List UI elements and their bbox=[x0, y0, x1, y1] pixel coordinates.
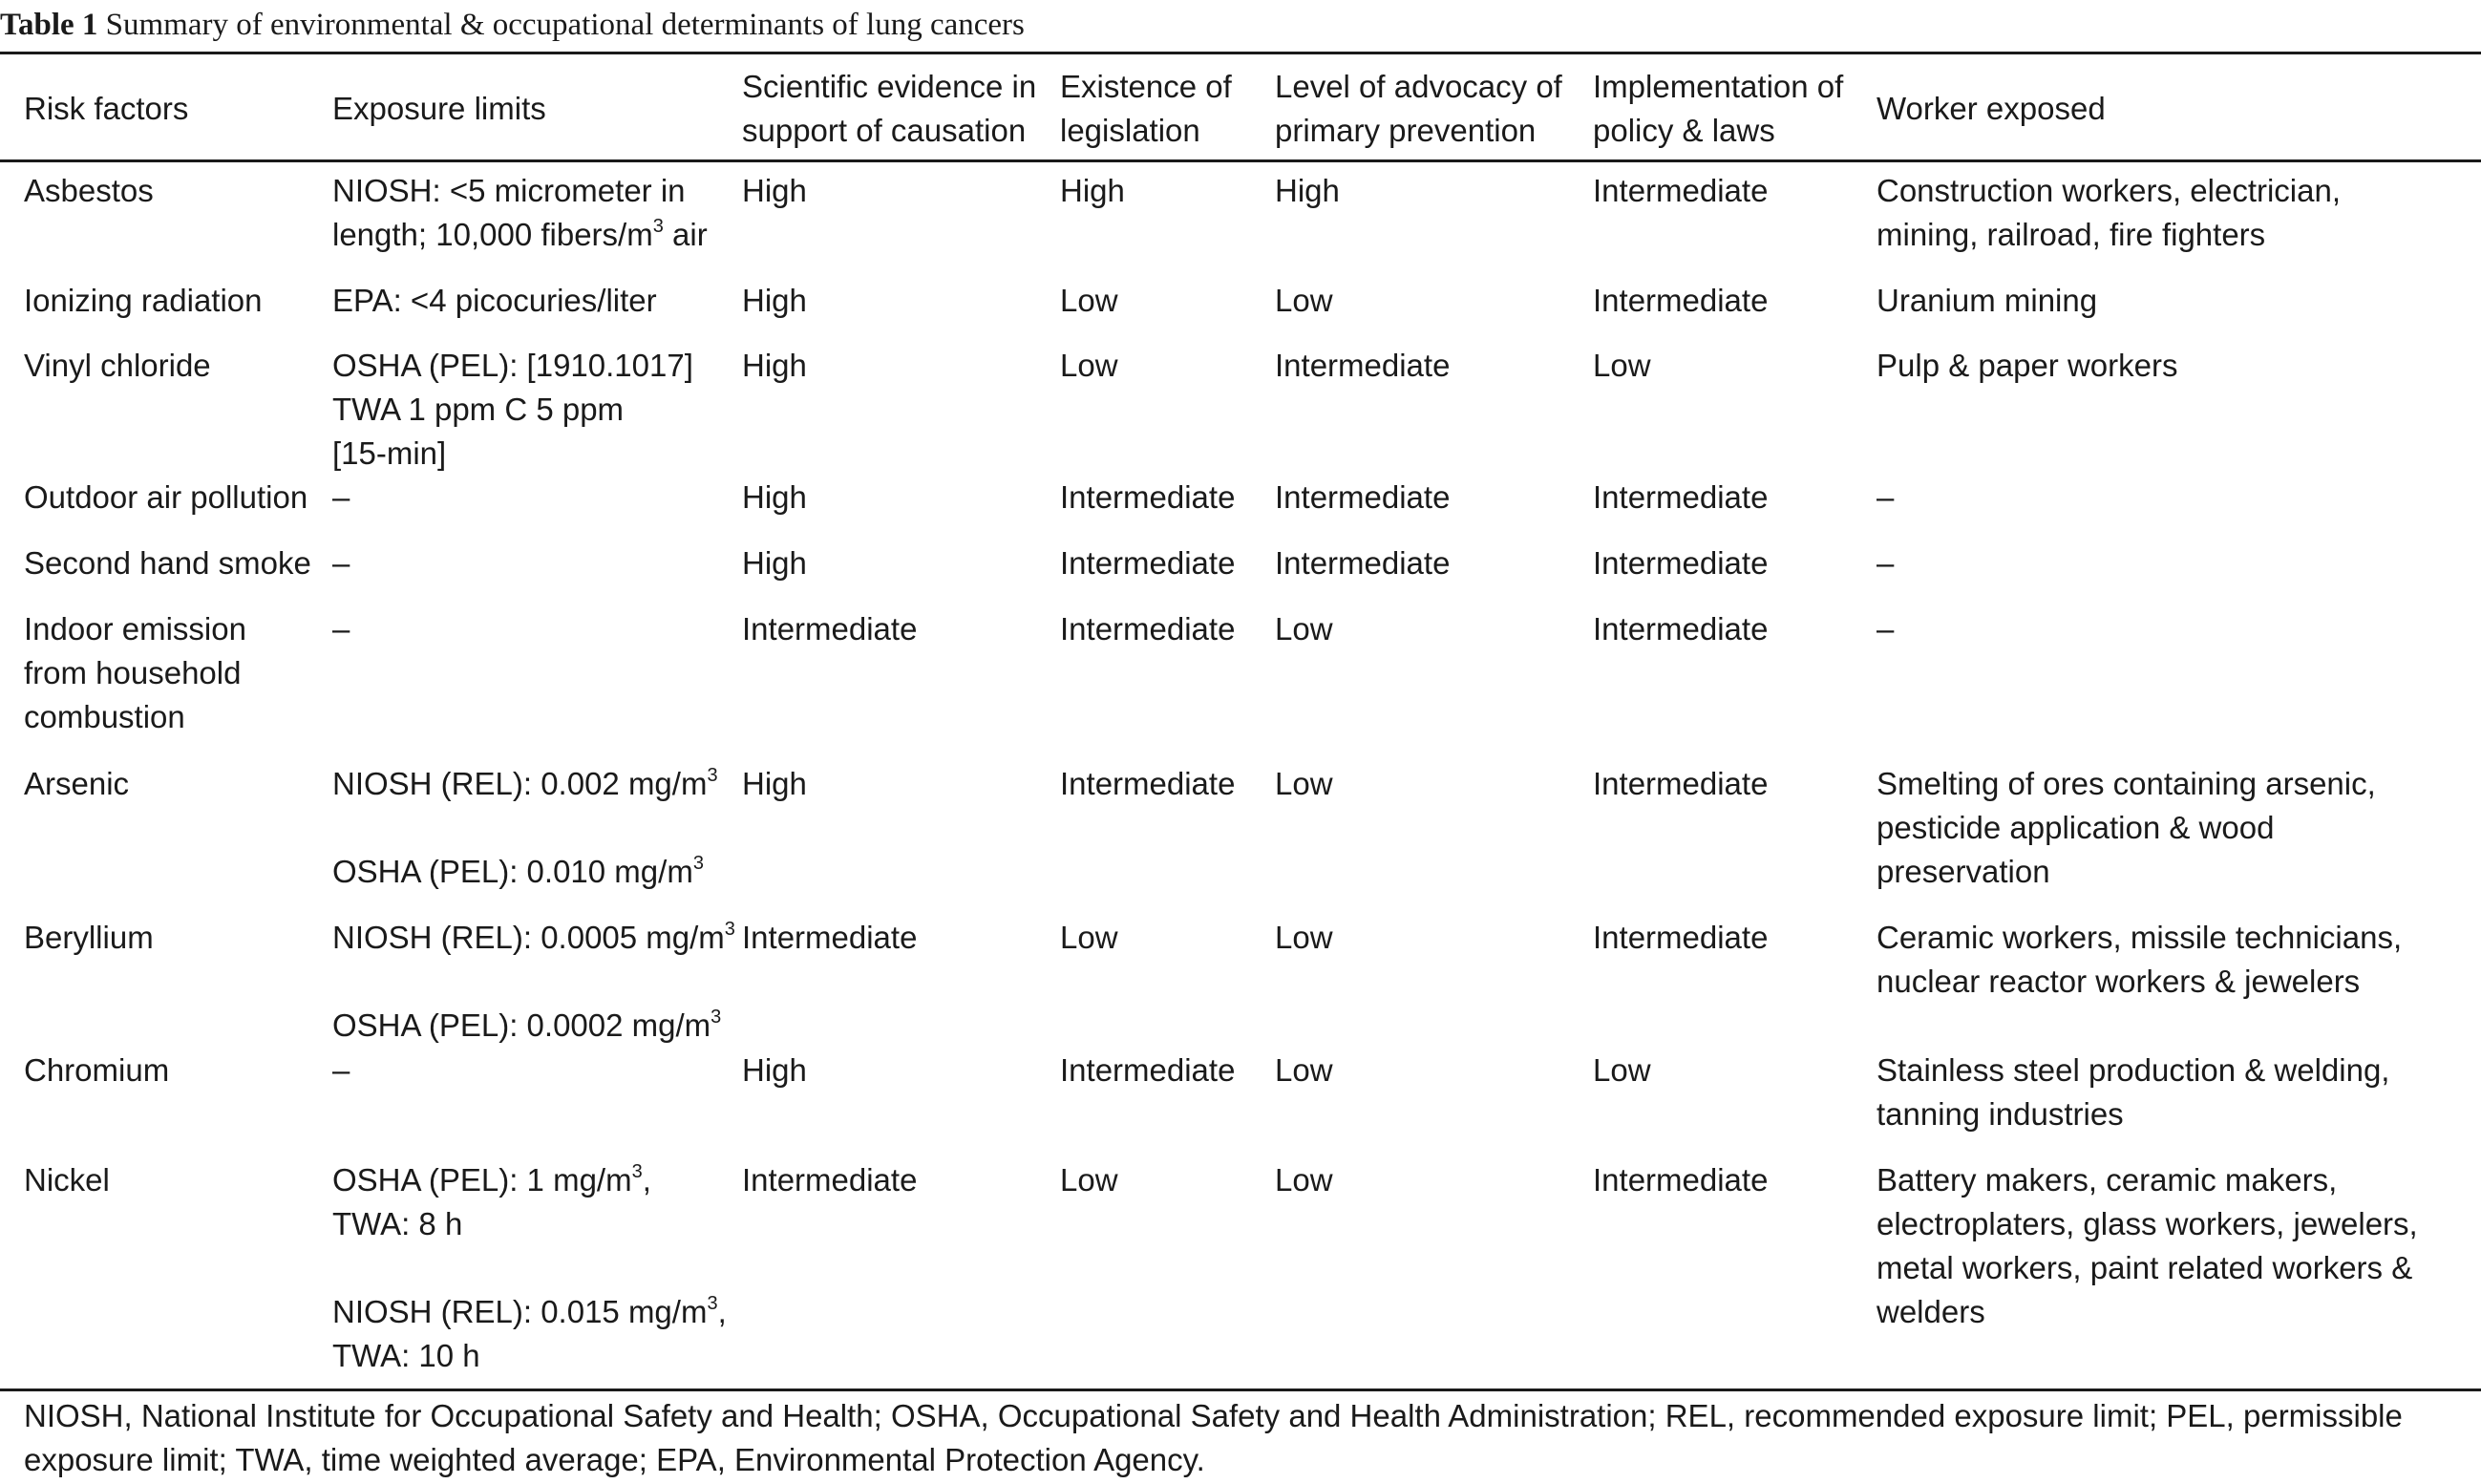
cell-implementation: Intermediate bbox=[1593, 173, 1769, 208]
cell-evidence: High bbox=[742, 283, 807, 318]
cell-line: – bbox=[1877, 479, 1895, 515]
cell-limits_html bbox=[332, 169, 708, 257]
cell-workers bbox=[1877, 279, 2097, 323]
cell-implementation: Intermediate bbox=[1593, 545, 1769, 581]
cell-evidence: High bbox=[742, 766, 807, 801]
cell-risk bbox=[24, 762, 129, 806]
column-header bbox=[1593, 65, 1843, 153]
cell-line: mining, railroad, fire fighters bbox=[1877, 217, 2266, 252]
cell-advocacy: Low bbox=[1275, 611, 1333, 647]
cell-risk bbox=[24, 169, 154, 213]
cell-line: NIOSH (REL): 0.015 $mg/m^3$, bbox=[332, 1293, 727, 1329]
cell-line: Ceramic workers, missile technicians, bbox=[1877, 920, 2403, 955]
cell-line: – bbox=[1877, 545, 1895, 581]
cell-line: Chromium bbox=[24, 1052, 170, 1088]
cell-legislation: High bbox=[1060, 173, 1125, 208]
cell-evidence: High bbox=[742, 545, 807, 581]
cell-line: OSHA (PEL): 0.010 $mg/m^3$ bbox=[332, 853, 704, 889]
cell-line: NIOSH (REL): 0.002 $mg/m^3$ bbox=[332, 765, 718, 801]
cell-line: length; 10,000 fibers/$m^3$ air bbox=[332, 216, 708, 252]
cell-line: Construction workers, electrician, bbox=[1877, 173, 2342, 208]
cell-legislation: Low bbox=[1060, 1162, 1118, 1198]
column-header-line: Level of advocacy of bbox=[1275, 69, 1562, 104]
cell-implementation: Low bbox=[1593, 1052, 1651, 1088]
cell-implementation: Intermediate bbox=[1593, 611, 1769, 647]
column-header-line: Exposure limits bbox=[332, 91, 546, 126]
table-footnote: NIOSH, National Institute for Occupational Safety and Health; OSHA, Occupational Safety and Health Administration; REL, recommended exposure limit; PEL, permissible exposure limit; TWA, time weighted average; EPA, Environmental Protection Agency. bbox=[24, 1398, 2403, 1477]
cell-limits_html bbox=[332, 344, 693, 476]
cell-implementation: Intermediate bbox=[1593, 920, 1769, 955]
cell-limits_html bbox=[332, 541, 350, 585]
cell-evidence: High bbox=[742, 1052, 807, 1088]
cell-line: [15-min] bbox=[332, 435, 447, 471]
cell-legislation: Intermediate bbox=[1060, 1052, 1236, 1088]
column-header bbox=[1275, 65, 1562, 153]
cell-limits_html bbox=[332, 607, 350, 651]
column-header-line: policy & laws bbox=[1593, 113, 1775, 148]
cell-risk bbox=[24, 1049, 169, 1092]
cell-workers bbox=[1877, 916, 2402, 1004]
column-header-line: Scientific evidence in bbox=[742, 69, 1037, 104]
cell-workers bbox=[1877, 1158, 2418, 1334]
cell-implementation: Low bbox=[1593, 348, 1651, 383]
cell-implementation: Intermediate bbox=[1593, 283, 1769, 318]
cell-evidence: High bbox=[742, 479, 807, 515]
column-header-line: Risk factors bbox=[24, 91, 189, 126]
cell-limits_html bbox=[332, 916, 735, 1048]
cell-legislation: Intermediate bbox=[1060, 479, 1236, 515]
column-header-line: Worker exposed bbox=[1877, 91, 2106, 126]
column-header-line: legislation bbox=[1060, 113, 1200, 148]
cell-legislation: Low bbox=[1060, 283, 1118, 318]
cell-line: Asbestos bbox=[24, 173, 154, 208]
cell-line: EPA: <4 picocuries/liter bbox=[332, 283, 657, 318]
cell-evidence: Intermediate bbox=[742, 611, 918, 647]
cell-line: OSHA (PEL): [1910.1017] bbox=[332, 348, 693, 383]
cell-advocacy: Low bbox=[1275, 283, 1333, 318]
column-header-line: Existence of bbox=[1060, 69, 1232, 104]
cell-risk bbox=[24, 916, 154, 960]
column-header-line: Implementation of bbox=[1593, 69, 1844, 104]
cell-legislation: Intermediate bbox=[1060, 766, 1236, 801]
cell-risk bbox=[24, 541, 311, 585]
cell-line: – bbox=[332, 1052, 350, 1088]
cell-limits_html bbox=[332, 279, 657, 323]
cell-line: NIOSH: <5 micrometer in bbox=[332, 173, 686, 208]
cell-line: from household bbox=[24, 655, 242, 690]
cell-workers bbox=[1877, 607, 1894, 651]
column-header-line: support of causation bbox=[742, 113, 1027, 148]
cell-line: – bbox=[332, 611, 350, 647]
cell-limits_html bbox=[332, 762, 718, 894]
cell-limits_html bbox=[332, 1049, 350, 1092]
cell-line: – bbox=[332, 479, 350, 515]
cell-legislation: Intermediate bbox=[1060, 611, 1236, 647]
cell-implementation: Intermediate bbox=[1593, 479, 1769, 515]
cell-line: preservation bbox=[1877, 854, 2050, 889]
cell-advocacy: Low bbox=[1275, 1052, 1333, 1088]
cell-line: Uranium mining bbox=[1877, 283, 2098, 318]
cell-risk bbox=[24, 1158, 110, 1202]
cell-line: nuclear reactor workers & jewelers bbox=[1877, 964, 2361, 999]
cell-line: Beryllium bbox=[24, 920, 154, 955]
cell-legislation: Low bbox=[1060, 920, 1118, 955]
column-header bbox=[742, 65, 1036, 153]
cell-risk bbox=[24, 607, 246, 739]
cell-risk bbox=[24, 476, 307, 519]
cell-limits_html bbox=[332, 1158, 727, 1378]
cell-line: Vinyl chloride bbox=[24, 348, 211, 383]
cell-limits_html bbox=[332, 476, 350, 519]
cell-line: combustion bbox=[24, 699, 185, 734]
cell-line: metal workers, paint related workers & bbox=[1877, 1250, 2413, 1285]
cell-line: tanning industries bbox=[1877, 1096, 2124, 1132]
cell-advocacy: Low bbox=[1275, 766, 1333, 801]
table-top-rule bbox=[0, 52, 2481, 54]
table-bottom-rule bbox=[0, 1389, 2481, 1391]
cell-evidence: Intermediate bbox=[742, 920, 918, 955]
cell-line: Second hand smoke bbox=[24, 545, 311, 581]
cell-workers bbox=[1877, 344, 2177, 388]
cell-advocacy: High bbox=[1275, 173, 1340, 208]
cell-advocacy: Intermediate bbox=[1275, 348, 1451, 383]
cell-implementation: Intermediate bbox=[1593, 1162, 1769, 1198]
column-header bbox=[332, 65, 546, 153]
cell-line: – bbox=[1877, 611, 1895, 647]
cell-evidence: High bbox=[742, 348, 807, 383]
cell-line: – bbox=[332, 545, 350, 581]
cell-line: OSHA (PEL): 0.0002 $mg/m^3$ bbox=[332, 1007, 722, 1043]
table-caption-label: Table 1 bbox=[0, 8, 98, 42]
cell-workers bbox=[1877, 541, 1894, 585]
cell-line: OSHA (PEL): 1 $mg/m^3$, bbox=[332, 1161, 651, 1198]
cell-workers bbox=[1877, 762, 2376, 894]
column-header bbox=[24, 65, 188, 153]
cell-workers bbox=[1877, 1049, 2389, 1136]
cell-line bbox=[332, 806, 718, 850]
cell-line: Pulp & paper workers bbox=[1877, 348, 2178, 383]
cell-line bbox=[332, 1246, 727, 1290]
cell-line: Outdoor air pollution bbox=[24, 479, 308, 515]
cell-line: TWA 1 ppm C 5 ppm bbox=[332, 392, 625, 427]
cell-line: electroplaters, glass workers, jewelers, bbox=[1877, 1206, 2418, 1241]
cell-line: Smelting of ores containing arsenic, bbox=[1877, 766, 2376, 801]
cell-legislation: Low bbox=[1060, 348, 1118, 383]
cell-implementation: Intermediate bbox=[1593, 766, 1769, 801]
cell-legislation: Intermediate bbox=[1060, 545, 1236, 581]
cell-advocacy: Intermediate bbox=[1275, 479, 1451, 515]
cell-line: welders bbox=[1877, 1294, 1985, 1329]
column-header bbox=[1060, 65, 1232, 153]
cell-evidence: High bbox=[742, 173, 807, 208]
cell-workers bbox=[1877, 169, 2341, 257]
cell-evidence: Intermediate bbox=[742, 1162, 918, 1198]
cell-line: Arsenic bbox=[24, 766, 130, 801]
cell-line: TWA: 10 h bbox=[332, 1338, 480, 1373]
cell-risk bbox=[24, 279, 263, 323]
cell-line: Battery makers, ceramic makers, bbox=[1877, 1162, 2338, 1198]
table-caption-text: Summary of environmental & occupational determinants of lung cancers bbox=[105, 8, 1025, 42]
cell-line: Stainless steel production & welding, bbox=[1877, 1052, 2390, 1088]
cell-line: Ionizing radiation bbox=[24, 283, 263, 318]
table-header-rule bbox=[0, 159, 2481, 162]
cell-line bbox=[332, 960, 735, 1004]
cell-line: Indoor emission bbox=[24, 611, 246, 647]
cell-advocacy: Intermediate bbox=[1275, 545, 1451, 581]
table-caption bbox=[0, 6, 1025, 44]
cell-line: Nickel bbox=[24, 1162, 110, 1198]
column-header bbox=[1877, 65, 2106, 153]
cell-line: TWA: 8 h bbox=[332, 1206, 463, 1241]
cell-line: NIOSH (REL): 0.0005 $mg/m^3$ bbox=[332, 919, 735, 955]
cell-line: pesticide application & wood bbox=[1877, 810, 2275, 845]
column-header-line: primary prevention bbox=[1275, 113, 1537, 148]
cell-risk bbox=[24, 344, 211, 388]
cell-workers bbox=[1877, 476, 1894, 519]
cell-advocacy: Low bbox=[1275, 920, 1333, 955]
cell-advocacy: Low bbox=[1275, 1162, 1333, 1198]
